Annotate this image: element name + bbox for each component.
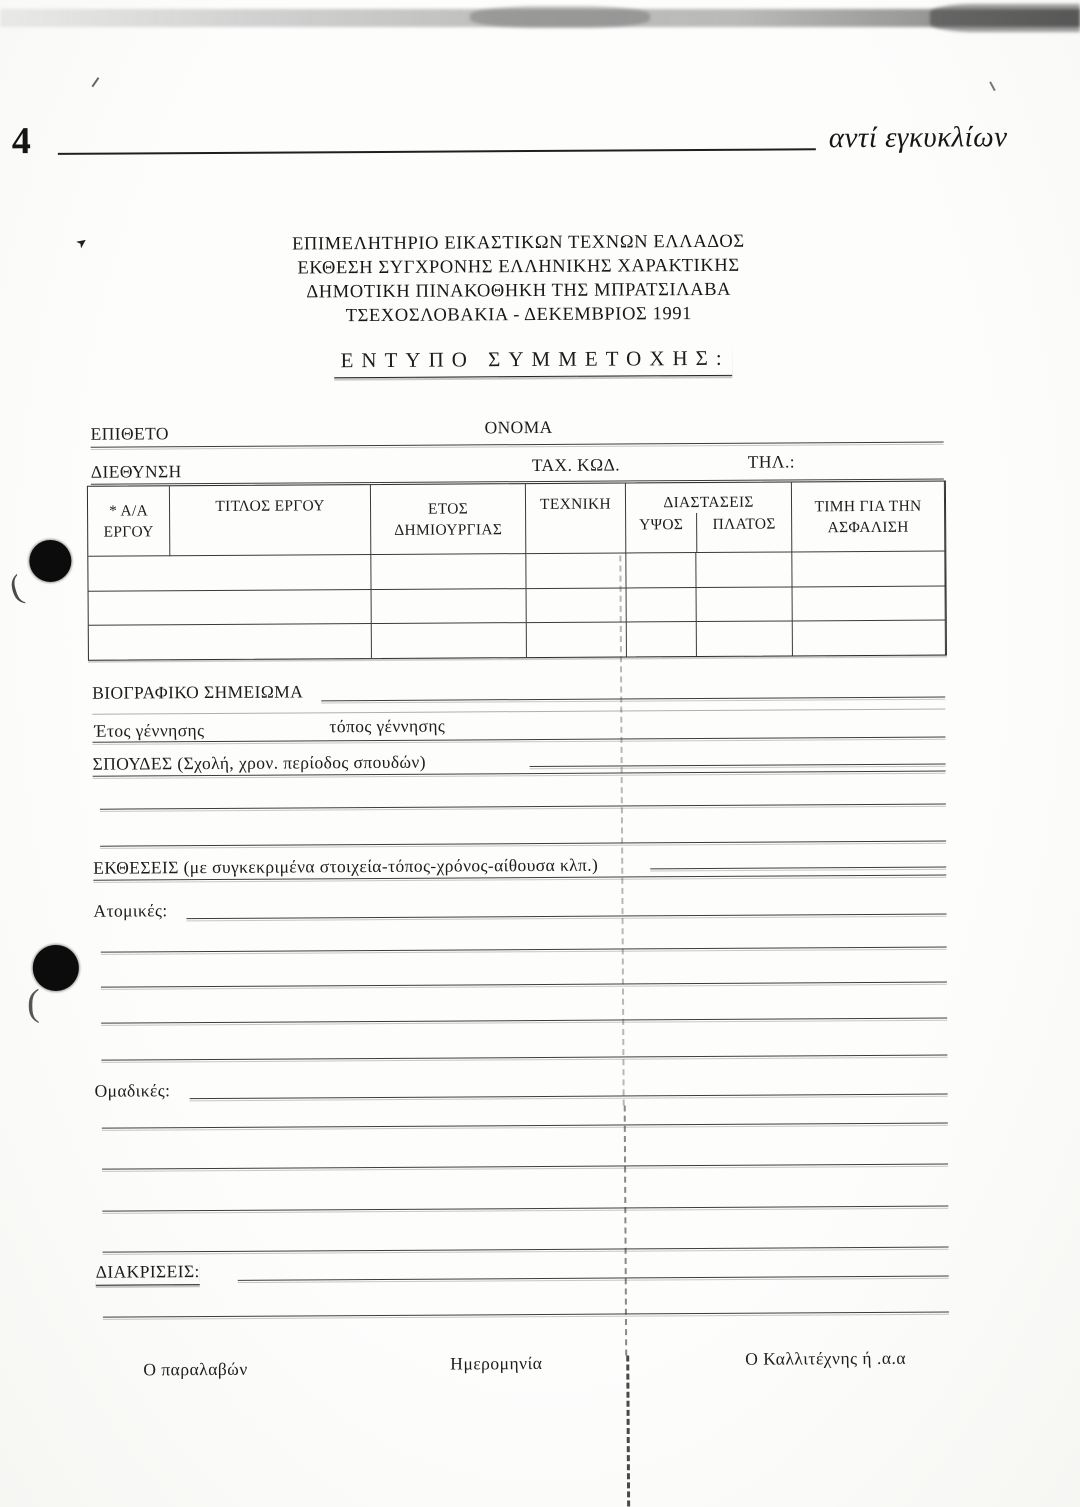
exhibitions-title: ΕΚΘΕΣΕΙΣ (με συγκεκριμένα στοιχεία-τόπος-χρόνος-αίθουσα κλπ.) [93,854,599,878]
col-header-height: ΥΨΟΣ [639,516,684,534]
works-table-empty-cell [527,588,627,623]
col-header-dimensions: ΔΙΑΣΤΑΣΕΙΣ ΥΨΟΣ ΠΛΑΤΟΣ [626,482,792,553]
col-header-width: ΠΛΑΤΟΣ [696,512,791,552]
header-exhibition: ΕΚΘΕΣΗ ΣΥΓΧΡΟΝΗΣ ΕΛΛΗΝΙΚΗΣ ΧΑΡΑΚΤΙΚΗΣ [297,255,740,279]
scan-arrow-mark: ➤ [72,233,91,252]
biography-title: ΒΙΟΓΡΑΦΙΚΟ ΣΗΜΕΙΩΜΑ [92,681,304,703]
postal-code-label: ΤΑΧ. ΚΩΔ. [531,454,621,476]
works-table-empty-cell [171,590,372,625]
exhibitions-baseline-line [650,867,946,870]
blank-fill-line [103,1312,949,1318]
receiver-signature-label: Ο παραλαβών [143,1358,248,1380]
works-table-empty-cell [697,587,793,622]
blank-fill-line [101,1018,947,1024]
works-table-empty-cell [171,624,372,659]
works-table-empty-cell [792,552,945,588]
header-venue: ΔΗΜΟΤΙΚΗ ΠΙΝΑΚΟΘΗΚΗ ΤΗΣ ΜΠΡΑΤΣΙΛΑΒΑ [306,279,732,303]
works-table-empty-cell [793,587,946,622]
scan-paren-mark: ( [26,982,40,1025]
col-header-technique: ΤΕΧΝΙΚΗ [526,483,626,554]
blank-fill-line [103,1247,949,1253]
works-table-empty-cell [372,589,527,624]
col-header-work-title: ΤΙΤΛΟΣ ΕΡΓΟΥ [170,485,371,556]
blank-fill-line [102,1206,948,1212]
studies-baseline-line [530,764,946,768]
date-label: Ημερομηνία [450,1352,543,1374]
group-exhibitions-label: Ομαδικές: [94,1080,171,1101]
fold-crease-lower [626,1355,630,1506]
header-organization: ΕΠΙΜΕΛΗΤΗΡΙΟ ΕΙΚΑΣΤΙΚΩΝ ΤΕΧΝΩΝ ΕΛΛΑΔΟΣ [292,231,745,255]
works-table-empty-cell [372,623,527,658]
works-table-empty-cell [627,588,697,622]
artist-signature-label: Ο Καλλιτέχνης ή .α.α [745,1347,907,1369]
blank-fill-line [102,1164,948,1170]
distinctions-fill-line [238,1276,949,1281]
masthead-rule [58,148,816,155]
col-header-year: ΕΤΟΣ ΔΗΜΙΟΥΡΓΙΑΣ [371,484,526,555]
surname-fill-line [91,442,944,448]
group-fill-line [190,1094,948,1100]
solo-exhibitions-label: Ατομικές: [93,900,168,921]
edition-note: αντί εγκυκλίων [828,121,1008,155]
works-table-empty-cell [88,556,170,592]
page-number: 4 [11,120,31,163]
col-header-insurance: ΤΙΜΗ ΓΙΑ ΤΗΝ ΑΣΦΑΛΙΣΗ [792,482,945,553]
scan-speck [989,81,996,91]
works-table-empty-cell [697,621,793,656]
document-header [0,228,1059,331]
phone-label: ΤΗΛ.: [747,451,796,472]
works-table-empty-cell [793,621,946,656]
works-table-empty-cell [626,553,696,588]
works-table-empty-cell [627,622,697,656]
blank-fill-line [101,1055,947,1061]
biography-title-ghost-line [92,709,945,715]
biography-title-line [321,697,945,702]
address-label: ΔΙΕΘΥΝΣΗ [90,461,182,482]
dimensions-subheaders [626,512,791,552]
scan-paren-mark: ( [5,568,27,608]
works-table-empty-cell [89,625,171,660]
distinctions-title: ΔΙΑΚΡΙΣΕΙΣ: [96,1261,200,1286]
birth-year-label: Έτος γέννησης [94,720,205,741]
works-table-empty-cell [371,554,526,590]
works-table-empty-cell [527,622,627,657]
fold-crease-middle [624,1105,628,1355]
works-table-empty-cell [696,552,792,588]
hole-punch-dot [33,945,79,991]
solo-fill-line [187,914,947,920]
blank-fill-line [100,841,946,847]
blank-fill-line [101,982,947,988]
hole-punch-dot [29,540,71,582]
works-table [87,481,947,661]
col-header-work-number: * Α/Α ΕΡΓΟΥ [88,486,170,556]
blank-fill-line [102,1123,948,1129]
birth-place-label: τόπος γέννησης [329,715,446,737]
works-table-empty-cell [526,553,626,589]
form-title-text: ΕΝΤΥΠΟ ΣΥΜΜΕΤΟΧΗΣ: [334,346,731,378]
form-title [0,344,1073,381]
works-table-empty-cell [170,555,371,591]
blank-fill-line [100,804,946,810]
birth-fill-line [92,737,945,743]
studies-label: ΣΠΟΥΔΕΣ (Σχολή, χρον. περίοδος σπουδών) [92,751,426,774]
scan-speck [91,77,99,87]
header-place-date: ΤΣΕΧΟΣΛΟΒΑΚΙΑ - ΔΕΚΕΜΒΡΙΟΣ 1991 [345,304,693,327]
surname-label: ΕΠΙΘΕΤΟ [90,423,169,444]
blank-fill-line [101,947,947,953]
firstname-label: ΟΝΟΜΑ [484,416,553,438]
works-table-empty-cell [89,591,171,626]
